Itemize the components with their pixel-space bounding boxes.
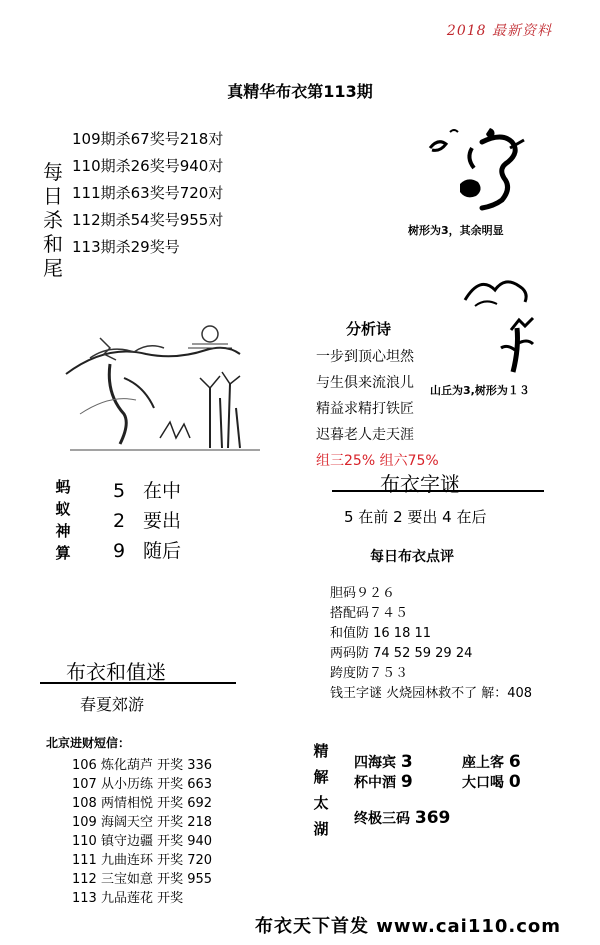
daily-kill-label-char: 和 bbox=[43, 232, 63, 256]
daily-kill-label-char: 杀 bbox=[43, 208, 63, 232]
ant-label-char: 蚁 bbox=[55, 500, 71, 518]
poem-line: 精益求精打铁匠 bbox=[316, 401, 414, 417]
daily-kill-label-char: 日 bbox=[43, 184, 63, 208]
ant-label-char: 蚂 bbox=[55, 478, 71, 496]
list-item: 108 两情相悦 开奖 692 bbox=[72, 796, 213, 811]
daily-review-list bbox=[330, 584, 532, 704]
list-item: 113期杀29奖号 bbox=[72, 238, 180, 256]
daily-kill-label-char: 每 bbox=[43, 160, 63, 184]
final-value: 369 bbox=[414, 808, 451, 828]
beijing-list bbox=[72, 756, 212, 908]
group-percent-text: 组三25% 组六75% bbox=[316, 453, 439, 469]
daily-review-title: 每日布衣点评 bbox=[370, 549, 454, 565]
list-item: 113 九品莲花 开奖 bbox=[72, 891, 184, 906]
ant-label-char: 神 bbox=[55, 522, 71, 540]
poem-line: 一步到顶心坦然 bbox=[316, 349, 414, 365]
list-item: 111 九曲连环 开奖 720 bbox=[72, 853, 213, 868]
ant-row bbox=[113, 476, 181, 506]
review-line: 搭配码７４５ bbox=[330, 606, 409, 621]
list-item: 109 海阔天空 开奖 218 bbox=[72, 815, 213, 830]
ant-label bbox=[52, 476, 74, 564]
ant-text: 要出 bbox=[143, 510, 182, 532]
beijing-title: 北京进财短信： bbox=[46, 736, 131, 750]
ink-figure-image bbox=[420, 118, 540, 218]
image-caption-1: 树形为3，其余明显 bbox=[408, 224, 504, 237]
landscape-sketch-image bbox=[60, 318, 265, 456]
jingjie-item bbox=[354, 772, 413, 792]
daily-kill-label-char: 尾 bbox=[43, 256, 63, 280]
ant-number: 5 bbox=[113, 480, 126, 502]
ant-row bbox=[113, 536, 181, 566]
jingjie-label-char: 解 bbox=[313, 768, 329, 786]
footer-text: 布衣天下首发 www.cai110.com bbox=[255, 916, 562, 937]
final-three-codes bbox=[354, 808, 450, 828]
list-item: 107 从小历练 开奖 663 bbox=[72, 777, 213, 792]
daily-kill-list bbox=[72, 126, 223, 261]
review-line: 和值防 16 18 11 bbox=[330, 626, 432, 641]
review-line: 两码防 74 52 59 29 24 bbox=[330, 646, 473, 661]
review-line: 跨度防７５３ bbox=[330, 666, 409, 681]
jingjie-item-value: 9 bbox=[400, 772, 413, 792]
poem bbox=[316, 344, 439, 474]
page-title: 真精华布衣第113期 bbox=[227, 82, 373, 101]
sum-riddle-divider bbox=[40, 682, 236, 684]
ink-hills-image bbox=[455, 270, 550, 380]
poem-line: 迟暮老人走天涯 bbox=[316, 427, 414, 443]
list-item: 112期杀54奖号955对 bbox=[72, 211, 224, 229]
jingjie-item-name: 座上客 bbox=[462, 755, 504, 771]
jingjie-item-value: 6 bbox=[508, 752, 521, 772]
riddle-divider bbox=[332, 490, 544, 492]
jingjie-item bbox=[354, 752, 413, 772]
list-item: 111期杀63奖号720对 bbox=[72, 184, 224, 202]
jingjie-label-char: 太 bbox=[313, 794, 329, 812]
ant-row bbox=[113, 506, 181, 536]
list-item: 110 镇守边疆 开奖 940 bbox=[72, 834, 213, 849]
riddle-text: 5 在前 2 要出 4 在后 bbox=[344, 508, 487, 526]
list-item: 109期杀67奖号218对 bbox=[72, 130, 224, 148]
ant-text: 在中 bbox=[143, 480, 182, 502]
jingjie-item-value: 0 bbox=[508, 772, 521, 792]
jingjie-item-name: 四海宾 bbox=[354, 755, 396, 771]
jingjie-item bbox=[462, 752, 521, 772]
sum-riddle-subtitle: 春夏郊游 bbox=[80, 695, 145, 714]
review-line: 胆码９２６ bbox=[330, 586, 396, 601]
sum-riddle-title: 布衣和值迷 bbox=[66, 660, 166, 684]
ant-label-char: 算 bbox=[55, 544, 71, 562]
ant-number: 9 bbox=[113, 540, 126, 562]
daily-kill-label bbox=[40, 160, 66, 280]
ant-text: 随后 bbox=[143, 540, 182, 562]
review-line: 钱王字谜 火烧园林救不了 解：408 bbox=[330, 686, 533, 701]
poem-line: 与生俱来流浪儿 bbox=[316, 375, 414, 391]
jingjie-label bbox=[310, 738, 332, 842]
final-label: 终极三码 bbox=[354, 811, 410, 827]
ant-number: 2 bbox=[113, 510, 126, 532]
image-caption-2: 山丘为3,树形为１３ bbox=[430, 384, 530, 397]
jingjie-item-name: 大口喝 bbox=[462, 775, 504, 791]
list-item: 110期杀26奖号940对 bbox=[72, 157, 224, 175]
jingjie-item-name: 杯中酒 bbox=[354, 775, 396, 791]
ant-predictions bbox=[113, 476, 181, 566]
jingjie-item-value: 3 bbox=[400, 752, 413, 772]
list-item: 112 三宝如意 开奖 955 bbox=[72, 872, 213, 887]
riddle-title: 布衣字谜 bbox=[380, 472, 460, 496]
jingjie-item bbox=[462, 772, 521, 792]
corner-label: 2018 最新资料 bbox=[446, 23, 552, 39]
list-item: 106 炼化葫芦 开奖 336 bbox=[72, 758, 213, 773]
poem-title: 分析诗 bbox=[346, 320, 392, 338]
jingjie-label-char: 湖 bbox=[313, 820, 329, 838]
jingjie-label-char: 精 bbox=[313, 742, 329, 760]
